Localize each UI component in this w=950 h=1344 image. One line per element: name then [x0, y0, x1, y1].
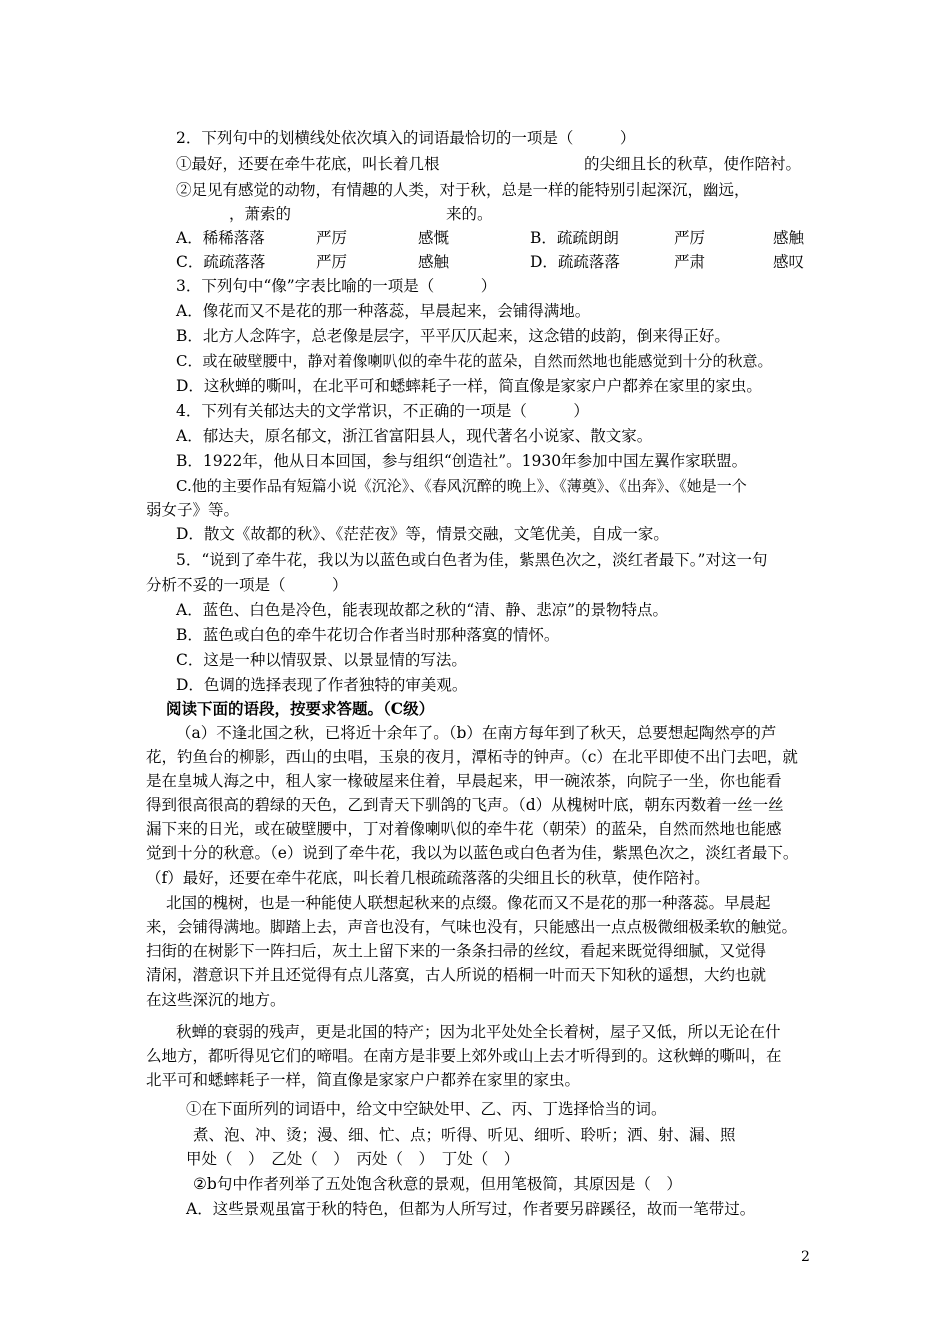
- passage-p3-line2: 么地方，都听得见它们的啼唱。在南方是非要上郊外或山上去才听得到的。这秋蝉的嘶叫，在: [146, 1047, 782, 1065]
- page-number: 2: [801, 1249, 810, 1265]
- q5-option-d: D．色调的选择表现了作者独特的审美观。: [176, 676, 468, 694]
- q2-sentence2-mid: ，萧索的: [229, 205, 292, 223]
- q3-option-d: D．这秋蝉的嘶叫，在北平可和蟋蟀耗子一样，简直像是家家户户都养在家里的家虫。: [176, 377, 762, 395]
- q2-option-c-word3: 感触: [418, 253, 450, 271]
- q4-option-d: D．散文《故都的秋》、《茫茫夜》等，情景交融，文笔优美，自成一家。: [176, 525, 669, 543]
- q4-option-b: B．1922年，他从日本回国，参与组织“创造社”。1930年参加中国左翼作家联盟。: [176, 452, 748, 470]
- q5-option-b: B．蓝色或白色的牵牛花切合作者当时那种落寞的情怀。: [176, 626, 560, 644]
- passage-p3-line3: 北平可和蟋蟀耗子一样，简直像是家家户户都养在家里的家虫。: [146, 1071, 581, 1089]
- passage-p1-line4: 得到很高很高的碧绿的天色，乙到青天下驯鸽的飞声。（d）从槐树叶底，朝东丙数着一丝一丝: [146, 796, 784, 814]
- q2-option-b: B．疏疏朗朗: [530, 229, 619, 247]
- passage-p1-line7: （f）最好，还要在牵牛花底，叫长着几根疏疏落落的尖细且长的秋草，使作陪衬。: [146, 869, 710, 887]
- q3-option-a: A．像花而又不是花的那一种落蕊，早晨起来，会铺得满地。: [176, 302, 591, 320]
- q2-sentence1-end: 的尖细且长的秋草，使作陪衬。: [584, 155, 802, 173]
- reading-heading: 阅读下面的语段，按要求答题。（C级）: [166, 699, 435, 718]
- q2-option-b-word3: 感触: [773, 229, 805, 247]
- q2-option-a-word2: 严厉: [316, 229, 348, 247]
- q2-option-a-word3: 感慨: [418, 229, 450, 247]
- q4-option-c-line2: 弱女子》等。: [146, 501, 240, 519]
- passage-p2-line2: 来，会铺得满地。脚踏上去，声音也没有，气味也没有，只能感出一点点极微细极柔软的触觉。: [146, 918, 798, 936]
- q2-option-d-word2: 严肃: [674, 253, 706, 271]
- q2-stem: 2．下列句中的划横线处依次填入的词语最恰切的一项是（ ）: [176, 129, 636, 147]
- q4-stem: 4．下列有关郁达夫的文学常识，不正确的一项是（ ）: [176, 402, 589, 420]
- passage-p2-line5: 在这些深沉的地方。: [146, 991, 286, 1009]
- q5-option-a: A．蓝色、白色是冷色，能表现故都之秋的“清、静、悲凉”的景物特点。: [176, 601, 669, 619]
- passage-p1-line1: （a）不逢北国之秋，已将近十余年了。（b）在南方每年到了秋天，总要想起陶然亭的芦: [176, 724, 777, 742]
- passage-p2-line1: 北国的槐树，也是一种能使人联想起秋来的点缀。像花而又不是花的那一种落蕊。早晨起: [166, 894, 771, 912]
- subquestion-1-blanks: 甲处（ ） 乙处（ ） 丙处（ ） 丁处（ ）: [186, 1150, 520, 1168]
- q2-option-a: A．稀稀落落: [176, 229, 265, 247]
- passage-p1-line6: 觉到十分的秋意。（e）说到了牵牛花，我以为以蓝色或白色者为佳，紫黑色次之，淡红者最下。: [146, 844, 799, 862]
- q2-sentence2-start: ②足见有感觉的动物，有情趣的人类，对于秋，总是一样的能特别引起深沉，幽远，: [176, 181, 750, 199]
- q2-sentence1-start: ①最好，还要在牵牛花底，叫长着几根: [176, 155, 440, 173]
- q2-option-c-word2: 严厉: [316, 253, 348, 271]
- q2-option-d-word3: 感叹: [773, 253, 805, 271]
- passage-p1-line3: 是在皇城人海之中，租人家一椽破屋来住着，早晨起来，甲一碗浓茶，向院子一坐，你也能看: [146, 772, 782, 790]
- q4-option-a: A．郁达夫，原名郁文，浙江省富阳县人，现代著名小说家、散文家。: [176, 427, 653, 445]
- q2-option-b-word2: 严厉: [674, 229, 706, 247]
- q5-stem-line2: 分析不妥的一项是（ ）: [146, 576, 348, 594]
- subquestion-2-option-a: A．这些景观虽富于秋的特色，但都为人所写过，作者要另辟蹊径，故而一笔带过。: [186, 1200, 756, 1218]
- q2-option-d: D．疏疏落落: [530, 253, 620, 271]
- subquestion-1-word-list: 煮、泡、冲、烫；漫、细、忙、点；听得、听见、细听、聆听；洒、射、漏、照: [193, 1126, 736, 1144]
- q2-option-c: C．疏疏落落: [176, 253, 266, 271]
- q5-option-c: C．这是一种以情驭景、以景显情的写法。: [176, 651, 467, 669]
- q4-option-c-line1: C.他的主要作品有短篇小说《沉沦》、《春风沉醉的晚上》、《薄奠》、《出奔》、《她是一个: [176, 477, 747, 495]
- passage-p2-line4: 清闲，潜意识下并且还觉得有点儿落寞，古人所说的梧桐一叶而天下知秋的遥想，大约也就: [146, 966, 767, 984]
- q5-stem-line1: 5．“说到了牵牛花，我以为以蓝色或白色者为佳，紫黑色次之，淡红者最下。”对这一句: [176, 551, 768, 569]
- passage-p1-line2: 花，钓鱼台的柳影，西山的虫唱，玉泉的夜月，潭柘寺的钟声。（c）在北平即使不出门去吧，就: [146, 748, 798, 766]
- passage-p3-line1: 秋蝉的衰弱的残声，更是北国的特产；因为北平处处全长着树，屋子又低，所以无论在什: [176, 1023, 781, 1041]
- passage-p2-line3: 扫街的在树影下一阵扫后，灰土上留下来的一条条扫帚的丝纹，看起来既觉得细腻，又觉得: [146, 942, 767, 960]
- subquestion-1: ①在下面所列的词语中，给文中空缺处甲、乙、丙、丁选择恰当的词。: [186, 1100, 667, 1118]
- q3-option-c: C．或在破壁腰中，静对着像喇叭似的牵牛花的蓝朵，自然而然地也能感觉到十分的秋意。: [176, 352, 773, 370]
- q3-option-b: B．北方人念阵字，总老像是层字，平平仄仄起来，这念错的歧韵，倒来得正好。: [176, 327, 730, 345]
- subquestion-2: ②b句中作者列举了五处饱含秋意的景观，但用笔极简，其原因是（ ）: [193, 1175, 682, 1193]
- q3-stem: 3．下列句中“像”字表比喻的一项是（ ）: [176, 277, 497, 295]
- q2-sentence2-end: 来的。: [446, 205, 493, 223]
- passage-p1-line5: 漏下来的日光，或在破壁腰中，丁对着像喇叭似的牵牛花（朝荣）的蓝朵，自然而然地也能感: [146, 820, 782, 838]
